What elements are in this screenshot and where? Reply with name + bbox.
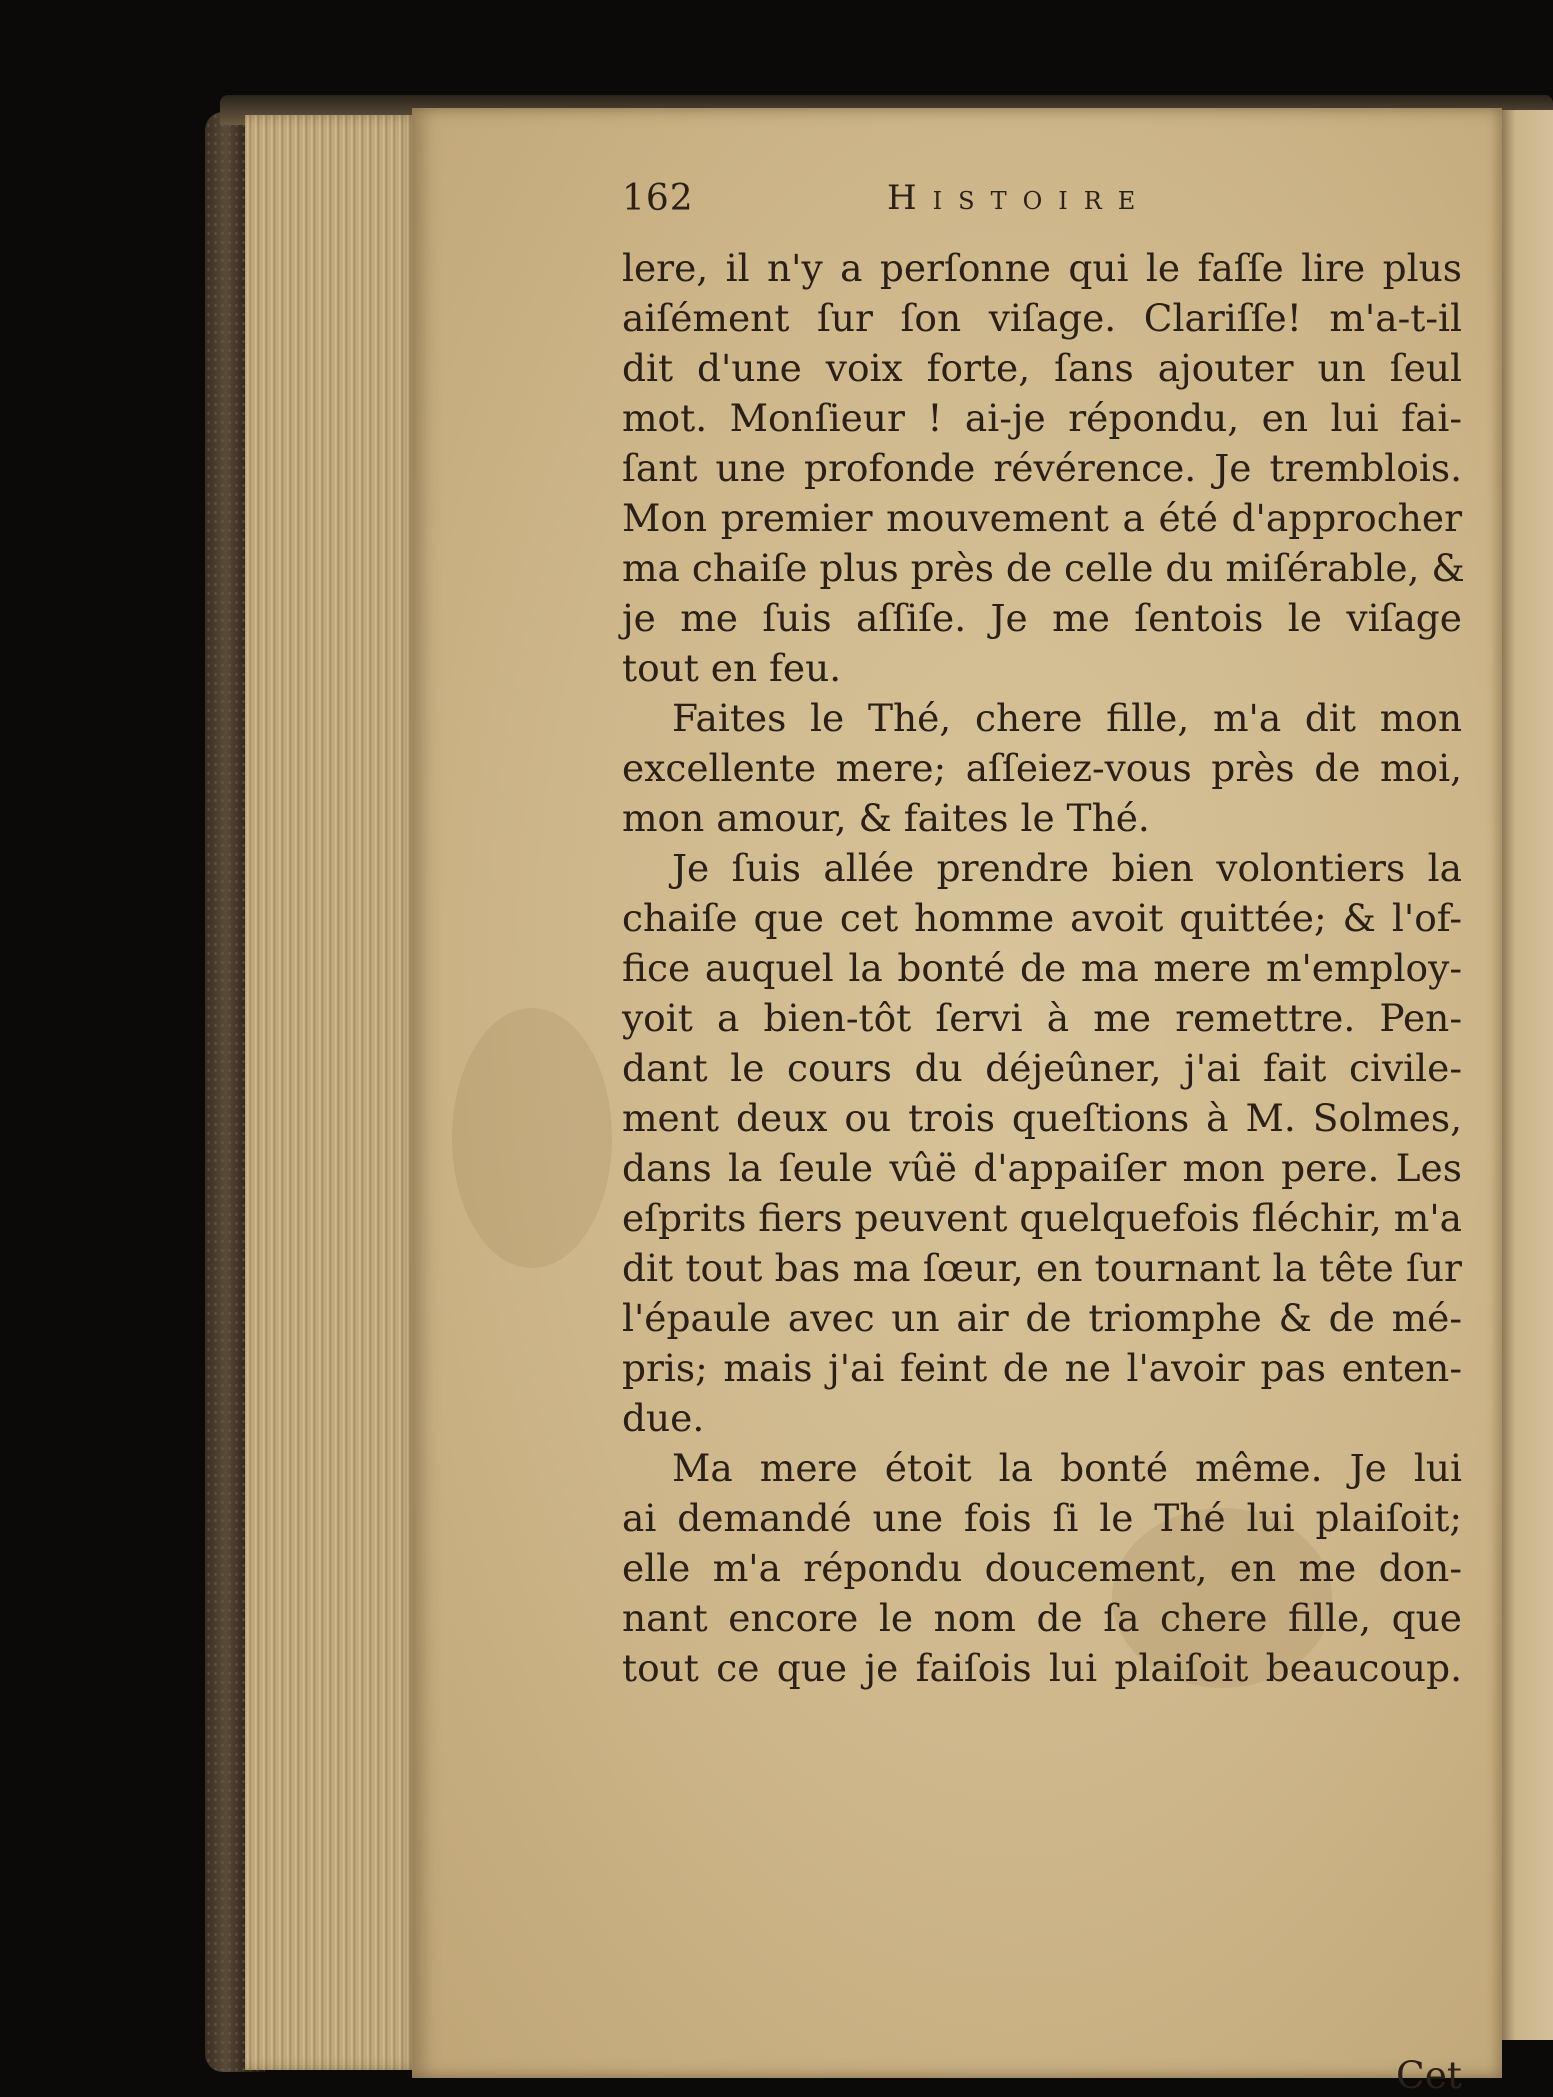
page-stack-edges bbox=[245, 115, 420, 2070]
text-line: ma chaiſe plus près de celle du miſérable, & bbox=[622, 546, 1465, 590]
text-line: eſprits fiers peuvent quelquefois fléchir, m'a bbox=[622, 1196, 1462, 1240]
text-line: chaiſe que cet homme avoit quittée; & l'of- bbox=[622, 896, 1462, 940]
text-line: Je ſuis allée prendre bien volontiers la bbox=[672, 846, 1462, 890]
text-line: dit tout bas ma ſœur, en tournant la tête ſur bbox=[622, 1246, 1462, 1290]
text-line: Faites le Thé, chere fille, m'a dit mon bbox=[672, 696, 1462, 740]
paper-stain bbox=[452, 1008, 612, 1268]
text-line: aiſément ſur ſon viſage. Clariſſe! m'a-t-il bbox=[622, 296, 1462, 340]
text-line: tout ce que je faiſois lui plaiſoit beaucoup. bbox=[622, 1646, 1462, 1690]
text-line: pris; mais j'ai feint de ne l'avoir pas enten- bbox=[622, 1346, 1462, 1390]
text-line: excellente mere; aſſeiez-vous près de moi, bbox=[622, 746, 1462, 790]
text-line: dit d'une voix forte, ſans ajouter un ſeul bbox=[622, 346, 1462, 390]
catchword: Cet bbox=[1396, 2053, 1462, 2097]
text-line: yoit a bien-tôt ſervi à me remettre. Pen- bbox=[622, 996, 1462, 1040]
facing-page-edge bbox=[1495, 110, 1553, 2040]
running-title: Histoire bbox=[887, 178, 1152, 218]
book-page bbox=[412, 108, 1502, 2097]
page-header bbox=[622, 168, 1322, 228]
text-line: ſant une profonde révérence. Je tremblois. bbox=[622, 446, 1462, 490]
text-line: nant encore le nom de ſa chere fille, que bbox=[622, 1596, 1462, 1640]
text-line: Mon premier mouvement a été d'approcher bbox=[622, 496, 1462, 540]
text-line: je me ſuis aſſiſe. Je me ſentois le viſage bbox=[622, 596, 1462, 640]
text-line: ai demandé une fois ſi le Thé lui plaiſoit; bbox=[622, 1496, 1462, 1540]
page-number: 162 bbox=[622, 178, 694, 219]
text-line: dans la ſeule vûë d'appaiſer mon pere. Les bbox=[622, 1146, 1462, 1190]
text-line: ment deux ou trois queſtions à M. Solmes, bbox=[622, 1096, 1462, 1140]
text-line: mot. Monſieur ! ai-je répondu, en lui fai- bbox=[622, 396, 1462, 440]
text-line: fice auquel la bonté de ma mere m'employ- bbox=[622, 946, 1462, 990]
text-line: elle m'a répondu doucement, en me don- bbox=[622, 1546, 1462, 1590]
text-line: lere, il n'y a perſonne qui le faſſe lire plus bbox=[622, 246, 1462, 290]
text-line: l'épaule avec un air de triomphe & de mé- bbox=[622, 1296, 1462, 1340]
text-line: Ma mere étoit la bonté même. Je lui bbox=[672, 1446, 1462, 1490]
text-line: dant le cours du déjeûner, j'ai fait civile- bbox=[622, 1046, 1462, 1090]
text-line: tout en feu. bbox=[622, 646, 842, 690]
body-text bbox=[622, 243, 1465, 1693]
text-line: due. bbox=[622, 1396, 705, 1440]
text-line: mon amour, & faites le Thé. bbox=[622, 796, 1150, 840]
